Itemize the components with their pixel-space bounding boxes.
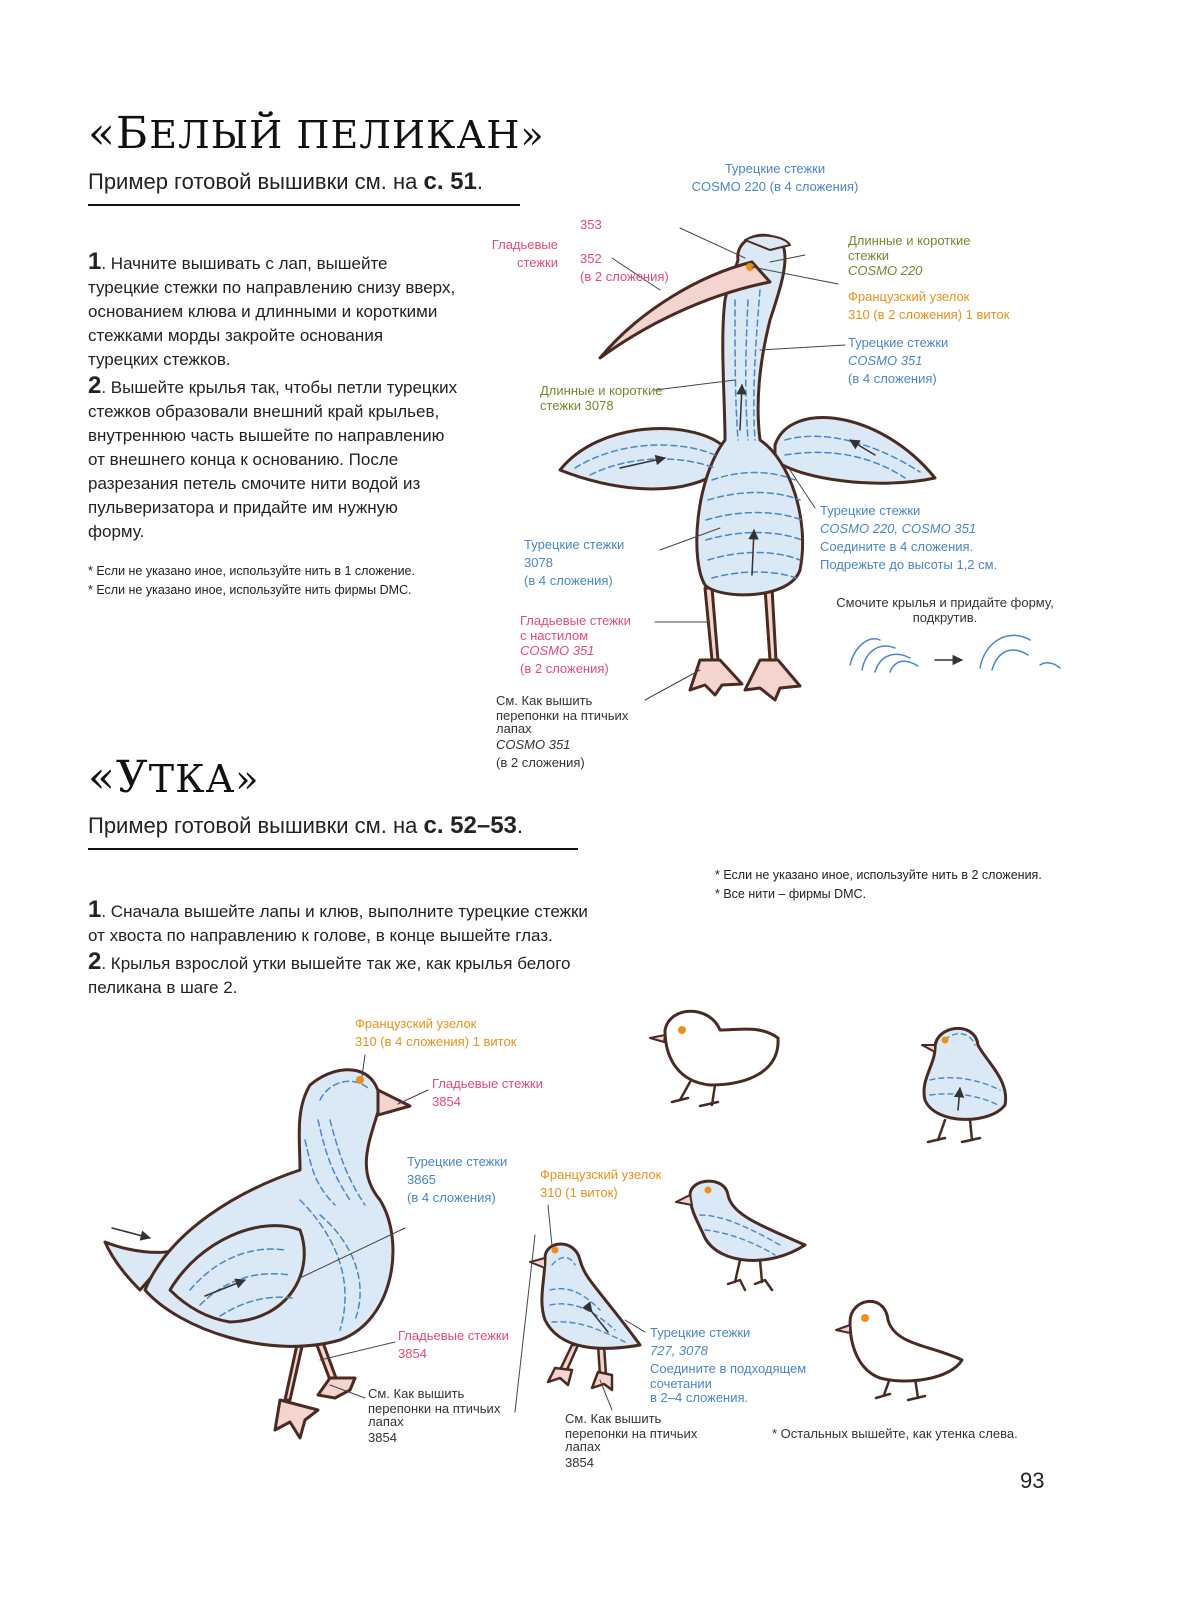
- label-line: COSMO 220 (в 4 сложения): [691, 179, 859, 194]
- duck-title: [88, 752, 260, 803]
- pelican-subtitle-text: Пример готовой вышивки см. на: [88, 169, 424, 194]
- label-line: 3854: [432, 1094, 461, 1109]
- label-line: лапах: [368, 1414, 404, 1429]
- label-line: COSMO 220, COSMO 351: [820, 521, 977, 536]
- duck-subtitle-text: Пример готовой вышивки см. на: [88, 813, 424, 838]
- label-line: стежки: [516, 255, 558, 270]
- duck-step-1-text: . Сначала вышейте лапы и клюв, выполните турецкие стежки от хвоста по направлению к голове, в конце вышейте глаз.: [88, 902, 588, 945]
- label-line: Гладьевые стежки: [432, 1076, 543, 1091]
- pelican-label-turkish-top: [690, 160, 860, 196]
- label-line: перепонки на птичьих: [565, 1426, 698, 1441]
- chick-outline-top: [650, 1011, 778, 1106]
- label-line: Гладьевые стежки: [520, 613, 631, 628]
- label-line: 3865: [407, 1172, 436, 1187]
- duck-step-2: [88, 950, 588, 1000]
- label-line: 310 (в 4 сложения) 1 виток: [355, 1034, 517, 1049]
- label-line: Турецкие стежки: [820, 503, 921, 518]
- page-number: 93: [1020, 1468, 1045, 1493]
- label-line: 3854: [398, 1346, 427, 1361]
- pelican-label-long-short: [848, 232, 970, 280]
- pelican-label-352: [580, 250, 669, 286]
- label-line: лапах: [496, 721, 532, 736]
- label-line: 310 (в 2 сложения) 1 виток: [848, 307, 1010, 322]
- duck-label-satin-beak: [432, 1075, 543, 1111]
- duck-label-french: [355, 1015, 516, 1051]
- label-line: Смочите крылья и придайте форму,: [836, 595, 1054, 610]
- label-line: (в 2 сложения): [580, 269, 669, 284]
- pelican-footnote-2: * Если не указано иное, используйте нить фирмы DMC.: [88, 583, 412, 597]
- duck-footnote-2: * Все нити – фирмы DMC.: [715, 887, 867, 901]
- duck-illustration: [105, 1055, 428, 1438]
- chick-label-french: [540, 1166, 661, 1202]
- pelican-footnote-1: * Если не указано иное, используйте нить в 1 сложение.: [88, 564, 415, 578]
- pelican-step-1: [88, 250, 458, 372]
- pelican-title-rest: ЕЛЫЙ ПЕЛИКАН»: [149, 113, 545, 157]
- duck-step-1-num: 1: [88, 896, 102, 923]
- pelican-left-wing: [560, 429, 722, 489]
- label-line: Длинные и короткие: [540, 383, 663, 398]
- duck-title-rest: ТКА»: [148, 757, 260, 801]
- pelican-label-french: [848, 288, 1009, 324]
- chick-embroidered-center: [515, 1205, 645, 1412]
- duck-beak: [378, 1090, 410, 1115]
- label-line: (в 2 сложения): [496, 755, 585, 770]
- label-line: Турецкие стежки: [724, 161, 826, 176]
- pelican-step-1-text: . Начните вышивать с лап, вышейте турецкие стежки по направлению снизу вверх, основанием клюва и длинными и короткими стежками морды закройте основания турецких стежков.: [88, 254, 456, 369]
- label-line: COSMO 351: [520, 643, 595, 658]
- label-line: с настилом: [520, 628, 589, 643]
- duck-footnotes: [715, 866, 1075, 904]
- chick-label-turkish: [650, 1324, 806, 1406]
- duck-subtitle-page: с. 52–53: [423, 812, 517, 839]
- pelican-title: [88, 108, 545, 159]
- pelican-footnotes: [88, 562, 468, 600]
- duck-title-lead: «У: [88, 752, 149, 803]
- label-line: (в 2 сложения): [520, 661, 609, 676]
- label-line: Гладьевые стежки: [398, 1328, 509, 1343]
- label-line: 727, 3078: [650, 1343, 708, 1358]
- duck-label-turkish: [407, 1153, 507, 1207]
- duck-eye: [356, 1076, 364, 1084]
- label-line: См. Как вышить: [368, 1386, 465, 1401]
- pelican-step-2-num: 2: [88, 372, 102, 399]
- label-line: стежки 3078: [540, 398, 614, 413]
- label-line: перепонки на птичьих: [368, 1401, 501, 1416]
- pelican-label-turkish-neck: [848, 334, 948, 388]
- label-line: Турецкие стежки: [848, 335, 949, 350]
- pelican-label-turkish-wing: [820, 502, 997, 574]
- duck-step-1: [88, 898, 588, 948]
- label-line: См. Как вышить: [496, 693, 593, 708]
- chick-embroidered-top-right: [922, 1028, 1006, 1142]
- label-line: См. Как вышить: [565, 1411, 662, 1426]
- label-line: COSMO 220: [848, 263, 923, 278]
- label-line: Соедините в 4 сложения.: [820, 539, 974, 554]
- pelican-step-2: [88, 374, 458, 544]
- pelican-subtitle: [88, 168, 520, 206]
- label-line: перепонки на птичьих: [496, 708, 629, 723]
- duck-label-webbing: [368, 1385, 500, 1447]
- pelican-label-long-short-3078: [540, 382, 662, 412]
- duck-subtitle: [88, 812, 578, 850]
- label-line: подкрутив.: [912, 610, 978, 625]
- pelican-subtitle-end: .: [476, 169, 483, 194]
- duck-step-2-text: . Крылья взрослой утки вышейте так же, как крылья белого пеликана в шаге 2.: [88, 954, 571, 997]
- label-line: Французский узелок: [355, 1016, 477, 1031]
- label-line: (в 4 сложения): [407, 1190, 496, 1205]
- label-line: Турецкие стежки: [524, 537, 625, 552]
- label-line: (в 4 сложения): [524, 573, 613, 588]
- label-line: 3078: [524, 555, 553, 570]
- label-line: Французский узелок: [540, 1167, 662, 1182]
- pelican-subtitle-page: с. 51: [423, 168, 477, 195]
- label-line: стежки: [848, 248, 890, 263]
- duck-step-2-num: 2: [88, 948, 102, 975]
- label-line: COSMO 351: [496, 737, 571, 752]
- pelican-right-wing: [775, 418, 935, 484]
- duck-subtitle-end: .: [516, 813, 524, 838]
- pelican-label-turkish-body: [524, 536, 624, 590]
- label-line: в 2–4 сложения.: [650, 1390, 749, 1405]
- label-line: Гладьевые: [491, 237, 558, 252]
- chick-label-webbing: [565, 1410, 697, 1472]
- label-line: Французский узелок: [848, 289, 970, 304]
- pelican-step-2-text: . Вышейте крылья так, чтобы петли турецких стежков образовали внешний край крыльев, внутреннюю часть вышейте по направлению от внешнего конца к основанию. После разрезания петель смочите нити водой из пульверизатора и придайте им нужную форму.: [88, 378, 458, 541]
- pelican-title-lead: «Б: [88, 108, 150, 159]
- label-line: Соедините в подходящем: [650, 1361, 807, 1376]
- label-line: сочетании: [650, 1376, 712, 1391]
- label-line: Турецкие стежки: [407, 1154, 508, 1169]
- pelican-label-satin-padded: [520, 612, 631, 678]
- label-line: 3854: [565, 1455, 594, 1470]
- pelican-label-353: 353: [580, 217, 602, 232]
- pelican-step-1-num: 1: [88, 248, 102, 275]
- duck-footnote-1: * Если не указано иное, используйте нить в 2 сложения.: [715, 868, 1042, 882]
- label-line: 3854: [368, 1430, 397, 1445]
- label-line: 310 (1 виток): [540, 1185, 618, 1200]
- chick-outline-bottom: [836, 1301, 962, 1400]
- pelican-label-wet-wings: [830, 594, 1060, 624]
- duck-label-satin-legs: [398, 1327, 509, 1363]
- label-line: COSMO 351: [848, 353, 923, 368]
- label-line: Турецкие стежки: [650, 1325, 751, 1340]
- chick-embroidered-right: [676, 1181, 805, 1290]
- pelican-label-satin: [484, 236, 558, 272]
- label-line: Длинные и короткие: [848, 233, 971, 248]
- label-line: Подрежьте до высоты 1,2 см.: [820, 557, 998, 572]
- label-line: 352: [580, 251, 602, 266]
- label-line: (в 4 сложения): [848, 371, 937, 386]
- chick-label-others: * Остальных вышейте, как утенка слева.: [772, 1426, 1018, 1441]
- pelican-label-webbing: [496, 692, 628, 772]
- label-line: лапах: [565, 1439, 601, 1454]
